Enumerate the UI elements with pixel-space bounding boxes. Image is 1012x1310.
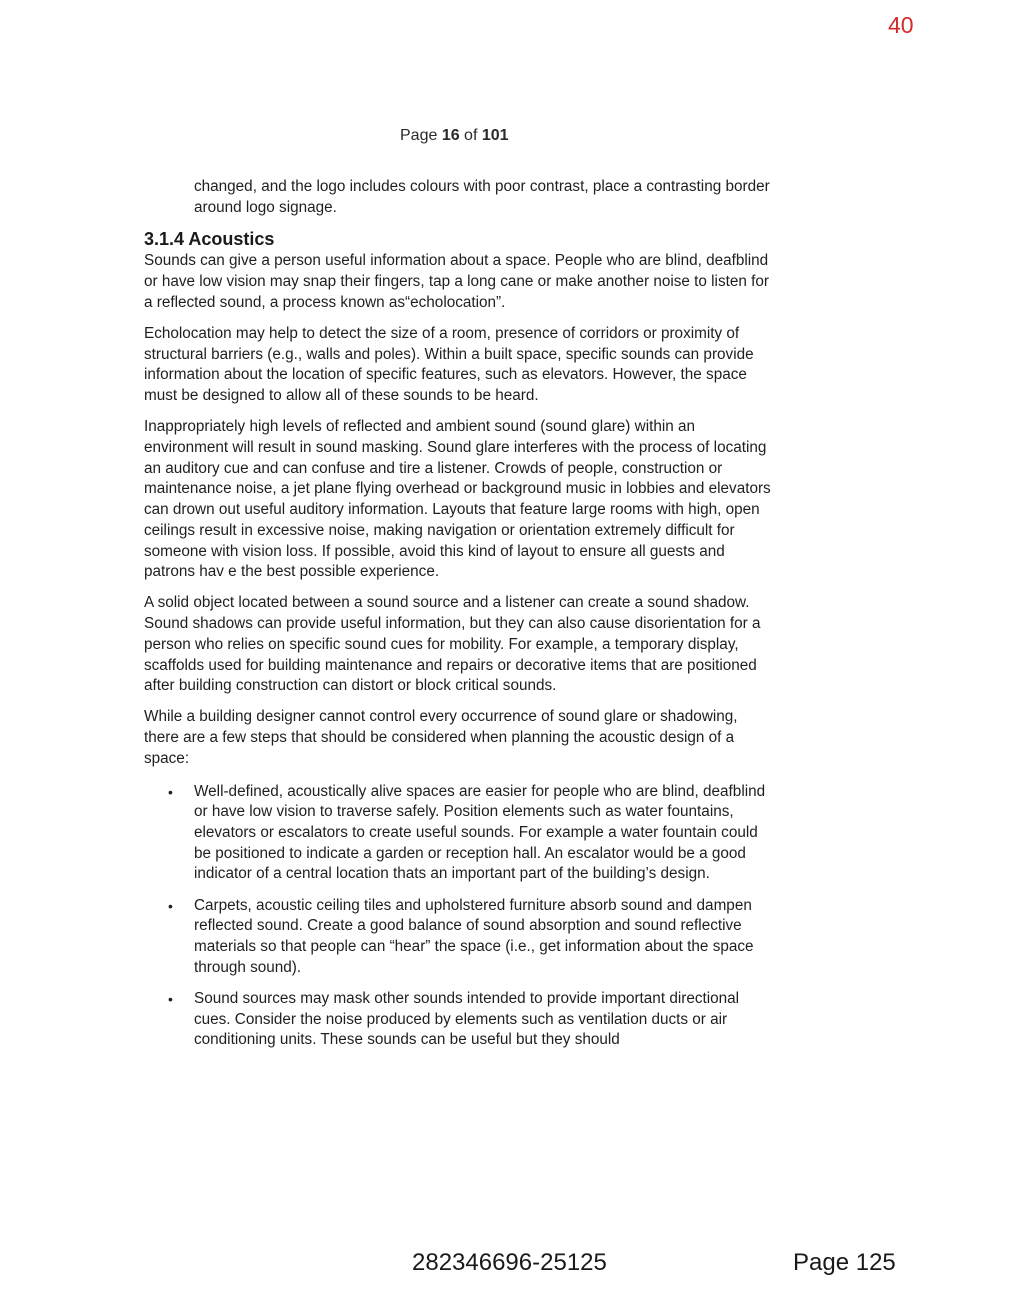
footer-page-label: Page 125: [793, 1249, 896, 1276]
footer-document-id: 282346696-25125: [412, 1249, 607, 1276]
paragraph: Sounds can give a person useful information about a space. People who are blind, deafblind or have low vision may snap their fingers, tap a long cane or make another noise to listen for a reflected sound, a process known as“echolocation”.: [144, 252, 769, 311]
bullet-icon: •: [168, 897, 173, 914]
page-header-total: 101: [481, 127, 509, 144]
list-item: [144, 989, 772, 1051]
list-item-text: Carpets, acoustic ceiling tiles and upholstered furniture absorb sound and dampen reflected sound. Create a good balance of sound absorption and sound reflective materials so that people can “hear” the space (i.e., get information about the space through sound).: [194, 896, 754, 976]
paragraph: Echolocation may help to detect the size of a room, presence of corridors or proximity of structural barriers (e.g., walls and poles). Within a built space, specific sounds can provide information about the location of specific features, such as elevators. However, the space must be designed to allow all of these sounds to be heard.: [144, 325, 754, 405]
document-body: [144, 177, 772, 1062]
bullet-list: [144, 782, 772, 1051]
page-header-current: 16: [441, 127, 460, 144]
list-item-text: Sound sources may mask other sounds intended to provide important directional cues. Consider the noise produced by elements such as ventilation ducts or air conditioning units. These sounds can be useful but they should: [194, 989, 740, 1049]
page-header-prefix: Page: [400, 127, 442, 144]
page-stamp-number: 40: [888, 12, 914, 38]
paragraph: Inappropriately high levels of reflected and ambient sound (sound glare) within an environment will result in sound masking. Sound glare interferes with the process of locating an auditory cue and can confuse and tire a listener. Crowds of people, construction or maintenance noise, a jet plane flying overhead or background music in lobbies and elevators can drown out useful auditory information. Layouts that feature large rooms with high, open ceilings result in excessive noise, making navigation or orientation extremely difficult for someone with vision loss. If possible, avoid this kind of layout to ensure all guests and patrons hav e the best possible experience.: [144, 418, 771, 581]
page-header: [400, 127, 509, 145]
continued-paragraph: changed, and the logo includes colours with poor contrast, place a contrasting border around logo signage.: [194, 178, 770, 216]
list-item-text: Well-defined, acoustically alive spaces are easier for people who are blind, deafblind or have low vision to traverse safely. Position elements such as water fountains, elevators or escalators to create useful sounds. For example a water fountain could be positioned to indicate a garden or reception hall. An escalator would be a good indicator of a central location thats an important part of the building’s design.: [194, 782, 766, 883]
list-item: [144, 782, 772, 886]
paragraph: While a building designer cannot control every occurrence of sound glare or shadowing, there are a few steps that should be considered when planning the acoustic design of a space:: [144, 708, 738, 767]
list-item: [144, 896, 772, 979]
bullet-icon: •: [168, 783, 173, 800]
bullet-icon: •: [168, 990, 173, 1007]
paragraph: A solid object located between a sound source and a listener can create a sound shadow. Sound shadows can provide useful information, but they can also cause disorientation for a person who relies on specific sound cues for mobility. For example, a temporary display, scaffolds used for building maintenance and repairs or decorative items that are positioned after building construction can distort or block critical sounds.: [144, 594, 761, 695]
page-header-middle: of: [459, 127, 482, 144]
section-heading: 3.1.4 Acoustics: [144, 229, 275, 250]
